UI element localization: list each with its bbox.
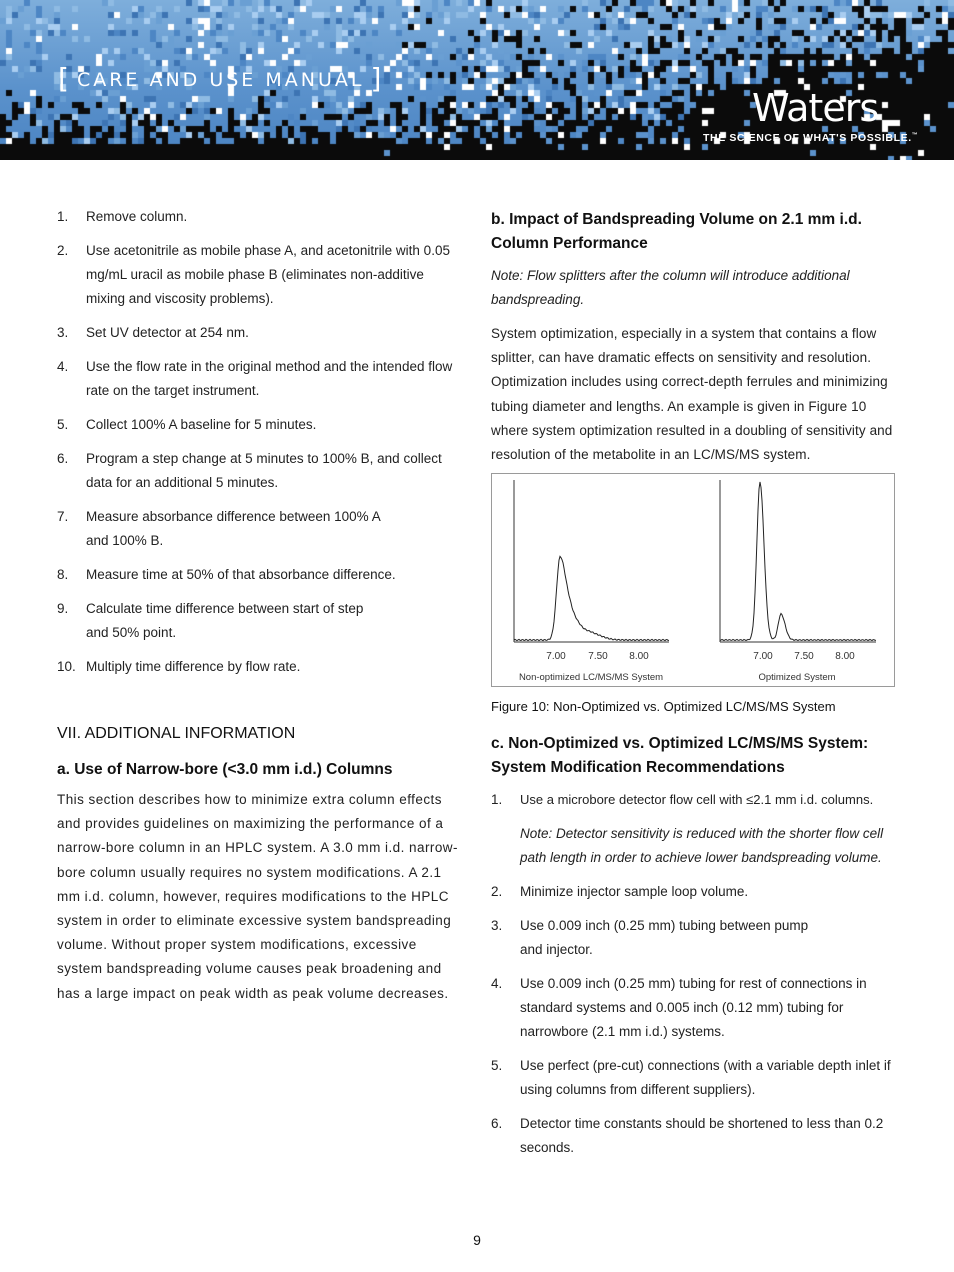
step-number: 2.	[57, 243, 69, 258]
tagline-text: THE SCIENCE OF WHAT'S POSSIBLE.	[703, 132, 912, 144]
item-text: Use a microbore detector flow cell with ≤2.1 mm i.d. columns.	[520, 792, 874, 808]
figure-caption: Figure 10: Non-Optimized vs. Optimized LC/MS/MS System	[491, 699, 836, 715]
item-number: 3.	[491, 918, 503, 934]
step-text: Use the flow rate in the original method and the intended flow rate on the target instrument.	[86, 359, 453, 398]
bandspreading-note: Note: Flow splitters after the column will introduce additional bandspreading.	[491, 268, 850, 307]
logo-tagline	[703, 132, 918, 144]
item-text: Use perfect (pre-cut) connections (with a variable depth inlet if using columns from different suppliers).	[520, 1058, 891, 1098]
left-tick-label: 7.50	[588, 651, 608, 663]
recommendation-item	[491, 1112, 897, 1160]
manual-title-text: CARE AND USE MANUAL	[76, 69, 365, 91]
procedure-steps-list	[57, 205, 462, 679]
recommendations-list	[491, 788, 897, 1160]
section-heading-additional-information: VII. ADDITIONAL INFORMATION	[57, 725, 296, 742]
procedure-step	[57, 413, 462, 437]
step-number: 7.	[57, 509, 69, 524]
step-number: 1.	[57, 209, 69, 224]
step-text: Multiply time difference by flow rate.	[86, 659, 301, 674]
bracket-open: [	[58, 62, 71, 95]
waters-logo: Waters	[752, 86, 879, 130]
step-text: Program a step change at 5 minutes to 100% B, and collect data for an additional 5 minutes.	[86, 451, 442, 490]
right-column	[491, 205, 897, 1170]
procedure-step	[57, 239, 462, 311]
narrow-bore-paragraph: This section describes how to minimize extra column effects and provides guidelines on maximizing the performance of a narrow-bore column in an HPLC system. A 3.0 mm i.d. narrow-bore column usually requires no system modifications. A 2.1 mm i.d. column, however, requires modifications to the HPLC system in order to eliminate excessive system bandspreading volume. Without proper system modifications, excessive system bandspreading volume causes peak broadening and has a large impact on peak width as peak volume decreases.	[57, 792, 458, 1001]
step-text: Remove column.	[86, 209, 188, 224]
step-text: Use acetonitrile as mobile phase A, and acetonitrile with 0.05 mg/mL uracil as mobile phase B (eliminates non-additive mixing and viscosity problems).	[86, 243, 450, 306]
item-number: 2.	[491, 884, 503, 900]
left-tick-label: 7.00	[546, 651, 566, 663]
step-number: 9.	[57, 601, 69, 616]
procedure-step	[57, 505, 462, 553]
item-text: Detector time constants should be shortened to less than 0.2 seconds.	[520, 1116, 884, 1156]
procedure-step	[57, 205, 462, 229]
subsection-heading-recommendations: c. Non-Optimized vs. Optimized LC/MS/MS System: System Modification Recommendations	[491, 735, 869, 777]
recommendation-item	[491, 914, 897, 962]
right-tick-label: 7.50	[794, 651, 814, 663]
trademark-mark: ™	[911, 132, 919, 139]
optimized-trace	[720, 482, 876, 641]
item-number: 5.	[491, 1058, 503, 1074]
item-number: 1.	[491, 792, 503, 808]
step-number: 5.	[57, 417, 69, 432]
bracket-close: ]	[370, 62, 384, 95]
item-note: Note: Detector sensitivity is reduced with the shorter flow cell path length in order to achieve lower bandspreading volume.	[520, 826, 884, 866]
item-text: Minimize injector sample loop volume.	[520, 884, 749, 900]
manual-title	[58, 60, 383, 93]
step-number: 6.	[57, 451, 69, 466]
step-text: Collect 100% A baseline for 5 minutes.	[86, 417, 317, 432]
header-banner	[0, 0, 954, 160]
item-number: 6.	[491, 1116, 503, 1132]
figure-10-chromatograms	[491, 473, 895, 687]
step-text: Calculate time difference between start of step and 50% point.	[86, 601, 364, 640]
page-number: 9	[473, 1232, 481, 1248]
recommendation-item	[491, 1054, 897, 1102]
chromatogram-figure	[492, 474, 896, 688]
procedure-step	[57, 355, 462, 403]
left-tick-label: 8.00	[629, 651, 649, 663]
recommendation-item	[491, 788, 897, 870]
step-number: 10.	[57, 659, 76, 674]
subsection-heading-bandspreading: b. Impact of Bandspreading Volume on 2.1 mm i.d. Column Performance	[491, 211, 862, 252]
left-panel-label: Non-optimized LC/MS/MS System	[518, 672, 664, 684]
step-text: Set UV detector at 254 nm.	[86, 325, 249, 340]
step-text: Measure time at 50% of that absorbance difference.	[86, 567, 396, 582]
step-number: 3.	[57, 325, 69, 340]
left-column	[57, 205, 462, 1006]
non-optimized-trace	[514, 557, 669, 641]
procedure-step	[57, 321, 462, 345]
procedure-step	[57, 597, 462, 645]
procedure-step	[57, 447, 462, 495]
right-tick-label: 8.00	[835, 651, 855, 663]
bandspreading-paragraph: System optimization, especially in a system that contains a flow splitter, can have dramatic effects on sensitivity and resolution. Optimization includes using correct-depth ferrules and minimizing tubing diameter and lengths. An example is given in Figure 10 where system optimization resulted in a doubling of sensitivity and resolution of the metabolite in an LC/MS/MS system.	[491, 326, 893, 463]
subsection-heading-narrow-bore: a. Use of Narrow-bore (<3.0 mm i.d.) Columns	[57, 761, 393, 778]
right-panel-label: Optimized System	[758, 672, 836, 684]
procedure-step	[57, 655, 462, 679]
step-text: Measure absorbance difference between 100% A and 100% B.	[86, 509, 380, 548]
right-tick-label: 7.00	[753, 651, 773, 663]
recommendation-item	[491, 880, 897, 904]
item-text: Use 0.009 inch (0.25 mm) tubing between pump and injector.	[520, 918, 809, 958]
item-number: 4.	[491, 976, 503, 992]
recommendation-item	[491, 972, 897, 1044]
step-number: 4.	[57, 359, 69, 374]
procedure-step	[57, 563, 462, 587]
step-number: 8.	[57, 567, 69, 582]
item-text: Use 0.009 inch (0.25 mm) tubing for rest of connections in standard systems and 0.005 inch (0.12 mm) tubing for narrowbore (2.1 mm i.d.) systems.	[520, 976, 867, 1040]
